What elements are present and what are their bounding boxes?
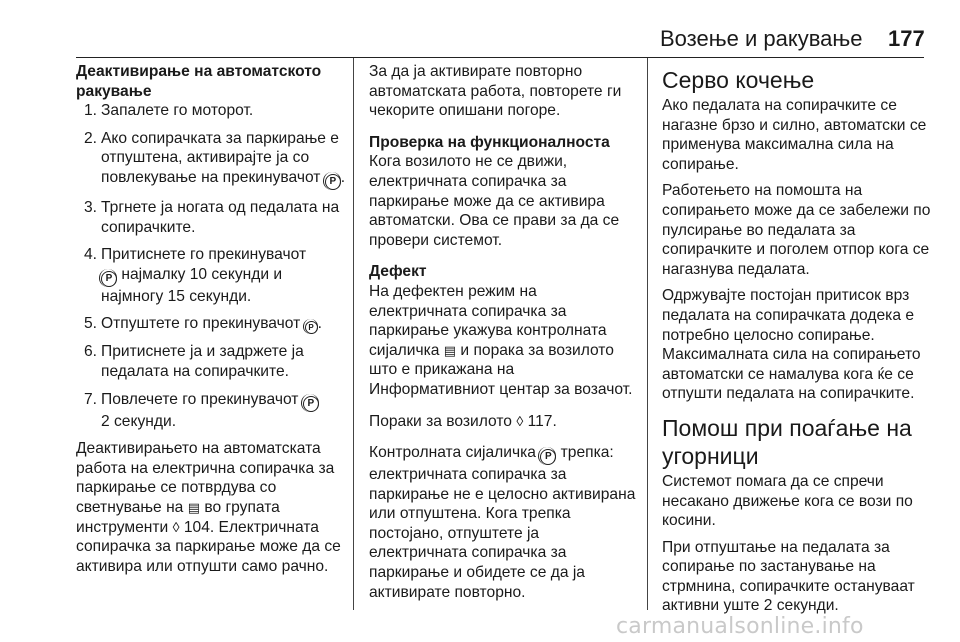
- column-divider-2: [647, 58, 648, 610]
- column-1: [76, 62, 346, 583]
- function-check-text: Кога возилото не се движи, електричната сопирачка за паркирање може да се активира автоматски. Ова се прави за да се провери системот.: [369, 153, 620, 249]
- hill-start-heading: Помош при поаѓање на угорници: [662, 414, 912, 469]
- hill-start-text-2: При отпуштање на педалата за сопирање по застанување на стрмнина, сопирачките остануваат активни уште 2 секунди.: [662, 538, 915, 615]
- step-item: 6. Притиснете ја и задржете ја педалата на сопирачките.: [84, 343, 304, 380]
- running-title: Возење и ракување: [660, 26, 863, 51]
- step-item: 2. Ако сопирачката за паркирање е отпуштена, активирајте ја со повлекување на прекинувачот P .: [76, 129, 346, 190]
- deactivation-heading: Деактивирање на автоматското ракување: [76, 63, 322, 100]
- servo-text-3: Одржувајте постојан притисок врз педалата на сопирачката додека е потребно целосно сопирање. Максималната сила на сопирањето автоматски се намалува кога ќе се отпушти педалата на сопирачките.: [662, 287, 921, 403]
- parking-switch-icon: P: [325, 174, 341, 190]
- column-2: [369, 62, 637, 614]
- step-item: 7. Повлечете го прекинувачот P 2 секунди.: [76, 390, 346, 432]
- deactivation-confirm-text: Деактивирањето на автоматската работа на електрична сопирачка за паркирање се потврдува со светнување на ▤ во групата инструменти ◊ 104. Електричната сопирачка за паркирање може да се активира или отпушти само рачно.: [76, 440, 341, 575]
- fault-heading: Дефект: [369, 263, 427, 281]
- header-rule: [76, 57, 924, 58]
- page-reference-icon: ◊: [516, 412, 524, 429]
- flashing-lamp-text: Контролната сијаличка P трепка: електричната сопирачка за паркирање не е целосно активирана или отпуштена. Кога трепка постојано, отпуштете ја електричната сопирачка за паркирање и обидете се да ја активирате повторно.: [369, 444, 636, 601]
- servo-text-1: Ако педалата на сопирачките се нагазне брзо и силно, автоматски се применува максимална сила на сопирање.: [662, 97, 927, 173]
- step-item: 5. Отпуштете го прекинувачот P .: [84, 315, 322, 333]
- parking-lamp-icon: P: [540, 449, 556, 465]
- vehicle-messages-ref: Пораки за возилото ◊ 117.: [369, 412, 557, 430]
- parking-switch-icon: P: [305, 321, 318, 334]
- step-item: 4. Притиснете го прекинувачот P најмалку 10 секунди и најмногу 15 секунди.: [84, 246, 307, 305]
- reactivation-text: За да ја активирате повторно автоматската работа, повторете ги чекорите опишани погоре.: [369, 63, 622, 120]
- step-item: 1. Запалете го моторот.: [84, 102, 254, 120]
- column-divider-1: [353, 58, 354, 610]
- page-reference-icon: ◊: [172, 518, 180, 535]
- fault-text: На дефектен режим на електричната сопирачка за паркирање укажува контролната сијаличка ▤ и порака за возилото што е прикажана на Информативниот центар за возачот.: [369, 282, 633, 398]
- step-item: 3. Тргнете ја ногата од педалата на сопирачките.: [84, 198, 340, 236]
- parking-switch-icon: P: [303, 396, 319, 412]
- deactivation-steps: [76, 101, 346, 431]
- fault-lamp-icon: ▤: [443, 342, 457, 358]
- function-check-heading: Проверка на функционалноста: [369, 133, 610, 151]
- brake-warning-icon: ▤: [187, 499, 200, 515]
- page-number: 177: [888, 26, 925, 51]
- servo-text-2: Работењето на помошта на сопирањето може да се забележи по пулсирање во педалата за сопирачките и поголем отпор кога се нагазнува педалата.: [662, 182, 931, 278]
- servo-braking-heading: Серво кочење: [662, 67, 815, 93]
- hill-start-text-1: Системот помага да се спречи несакано движење кога се вози по косини.: [662, 472, 913, 530]
- page-reference: 117: [527, 412, 553, 430]
- watermark: carmanualsonline.info: [616, 614, 864, 639]
- page-header: [0, 0, 960, 58]
- parking-switch-icon: P: [101, 271, 117, 287]
- column-3: [662, 62, 932, 623]
- page-reference: 104: [183, 518, 210, 536]
